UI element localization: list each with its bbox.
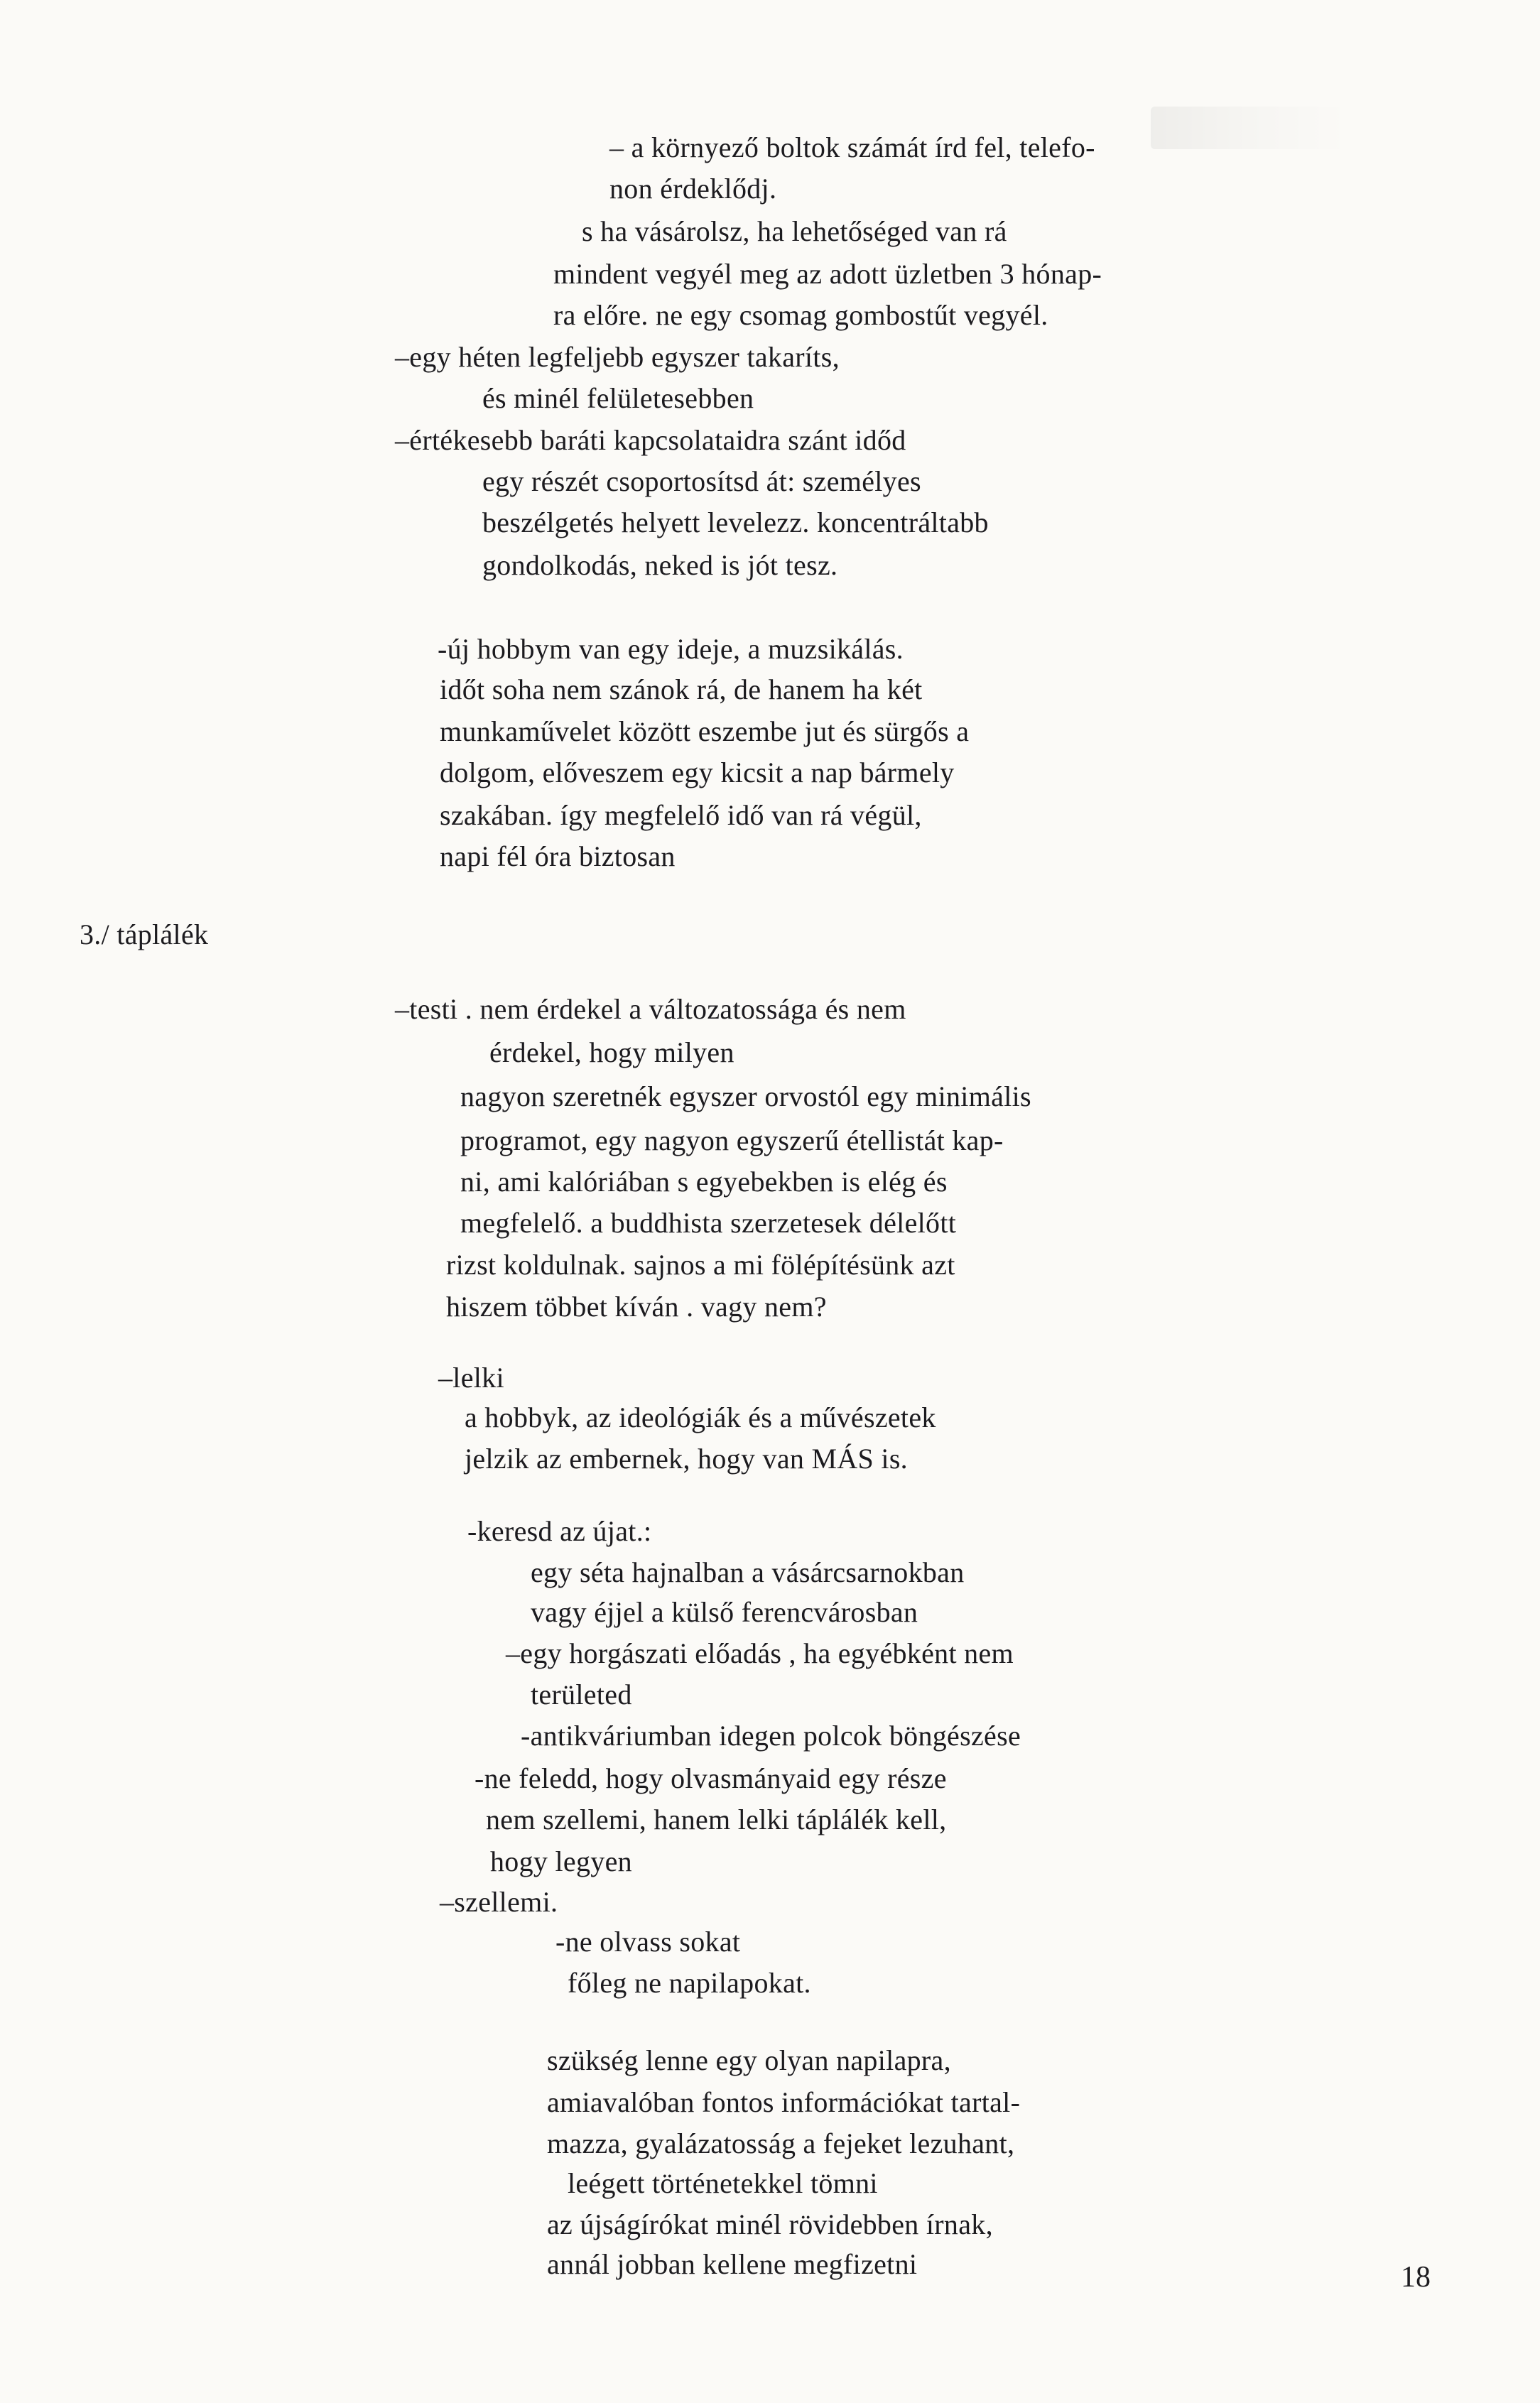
section-heading: 3./ táplálék [80,918,209,950]
text-line: –egy héten legfeljebb egyszer takaríts, [395,341,840,373]
text-line: –lelki [438,1362,504,1394]
text-line: az újságírókat minél rövidebben írnak, [547,2208,993,2240]
text-line: gondolkodás, neked is jót tesz. [482,549,838,581]
text-line: -antikváriumban idegen polcok böngészése [521,1720,1021,1752]
text-line: a hobbyk, az ideológiák és a művészetek [465,1401,936,1433]
text-line: non érdeklődj. [609,173,777,205]
text-line: megfelelő. a buddhista szerzetesek délelőtt [460,1207,957,1239]
text-line: mazza, gyalázatosság a fejeket lezuhant, [547,2127,1015,2159]
text-line: egy séta hajnalban a vásárcsarnokban [531,1556,965,1588]
text-line: rizst koldulnak. sajnos a mi fölépítésünk azt [446,1249,955,1281]
text-line: –egy horgászati előadás , ha egyébként nem [506,1637,1014,1669]
text-line: -keresd az újat.: [467,1515,652,1547]
text-line: leégett történetekkel tömni [568,2167,878,2199]
page-number: 18 [1401,2261,1431,2294]
text-line: ni, ami kalóriában s egyebekben is elég és [460,1166,948,1198]
text-line: annál jobban kellene megfizetni [547,2248,918,2280]
text-line: s ha vásárolsz, ha lehetőséged van rá [582,215,1007,247]
text-line: egy részét csoportosítsd át: személyes [482,465,921,497]
text-line: területed [531,1678,632,1710]
text-line: –értékesebb baráti kapcsolataidra szánt időd [395,424,906,456]
text-line: nem szellemi, hanem lelki táplálék kell, [486,1803,947,1835]
text-line: mindent vegyél meg az adott üzletben 3 hónap- [553,258,1102,290]
text-line: szükség lenne egy olyan napilapra, [547,2044,951,2076]
faded-show-through-text [1151,107,1350,149]
text-line: nagyon szeretnék egyszer orvostól egy minimális [460,1080,1031,1112]
text-line: ra előre. ne egy csomag gombostűt vegyél. [553,299,1048,331]
text-line: -új hobbym van egy ideje, a muzsikálás. [438,633,904,665]
text-line: vagy éjjel a külső ferencvárosban [531,1596,918,1628]
text-line: érdekel, hogy milyen [489,1036,734,1068]
text-line: jelzik az embernek, hogy van MÁS is. [465,1443,908,1475]
text-line: amiavalóban fontos információkat tartal- [547,2086,1021,2118]
text-line: – a környező boltok számát írd fel, telefo- [609,131,1095,163]
text-line: hogy legyen [490,1845,632,1877]
text-line: -ne olvass sokat [555,1926,741,1958]
text-line: és minél felületesebben [482,382,754,414]
text-line: –szellemi. [440,1886,558,1918]
text-line: dolgom, előveszem egy kicsit a nap bármely [440,756,955,788]
text-line: főleg ne napilapokat. [568,1967,811,1999]
text-line: időt soha nem szánok rá, de hanem ha két [440,673,923,705]
text-line: szakában. így megfelelő idő van rá végül, [440,799,922,831]
text-line: napi fél óra biztosan [440,840,676,872]
text-line: beszélgetés helyett levelezz. koncentráltabb [482,506,989,538]
text-line: munkaművelet között eszembe jut és sürgős a [440,715,970,747]
text-line: hiszem többet kíván . vagy nem? [446,1291,827,1323]
text-line: –testi . nem érdekel a változatossága és nem [395,993,906,1025]
text-line: -ne feledd, hogy olvasmányaid egy része [475,1762,947,1794]
text-line: programot, egy nagyon egyszerű étellistát kap- [460,1124,1004,1156]
